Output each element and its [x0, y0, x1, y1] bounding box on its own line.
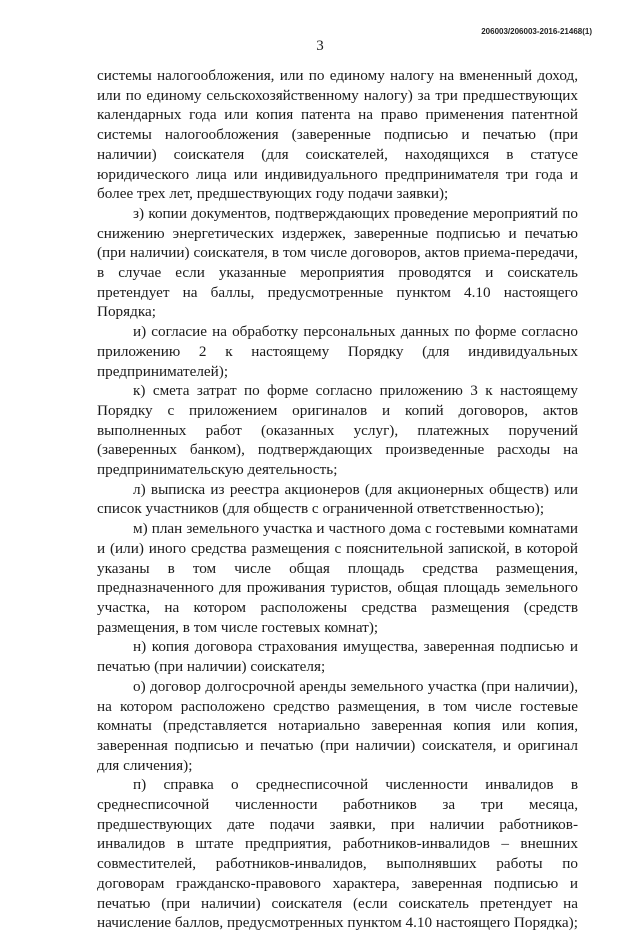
- paragraph-item-z: з) копии документов, подтверждающих проведение мероприятий по снижению энергетических издержек, заверенные подписью и печатью (при наличии) соискателя, в том числе договоров, актов приема-передачи, в случае если указанные мероприятия проводятся и соискатель претендует на баллы, предусмотренные пунктом 4.10 настоящего Порядка;: [97, 204, 578, 321]
- paragraph-item-p: п) справка о среднесписочной численности инвалидов в среднесписочной численности работников за три месяца, предшествующих дате подачи заявки, при наличии работников-инвалидов в штате предприятия, работников-инвалидов – внешних совместителей, работников-инвалидов, выполнявших работы по договорам гражданско-правового характера, заверенная подписью и печатью (при наличии) соискателя (если соискатель претендует на начисление баллов, предусмотренных пунктом 4.10 настоящего Порядка);: [97, 776, 578, 932]
- paragraph-continuation: системы налогообложения, или по единому налогу на вмененный доход, или по единому сельскохозяйственному налогу) за три предшествующих календарных года или копия патента на право применения патентной системы налогообложения (заверенные подписью и печатью (при наличии) соискателя (для соискателей, находящихся в статусе юридического лица или индивидуального предпринимателя три года и более трех лет, предшествующих году подачи заявки);: [97, 67, 578, 203]
- paragraph-item-m: м) план земельного участка и частного дома с гостевыми комнатами и (или) иного средства размещения с пояснительной запиской, в которой указаны в том числе общая площадь средства размещения, предназначенного для проживания туристов, общая площадь земельного участка, на котором расположены средства размещения (средств размещения, в том числе гостевых комнат);: [97, 520, 578, 636]
- paragraph-item-l: л) выписка из реестра акционеров (для акционерных обществ) или список участников (для обществ с ограниченной ответственностью);: [97, 480, 578, 518]
- document-body: [97, 66, 578, 933]
- document-code: 206003/206003-2016-21468(1): [481, 27, 592, 36]
- paragraph-item-n: н) копия договора страхования имущества, заверенная подписью и печатью (при наличии) соискателя;: [97, 638, 578, 676]
- paragraph-item-k: к) смета затрат по форме согласно приложению 3 к настоящему Порядку с приложением оригиналов и копий договоров, актов выполненных работ (оказанных услуг), платежных поручений (заверенных банком), подтверждающих произведенные расходы на предпринимательскую деятельность;: [97, 382, 578, 479]
- paragraph-item-o: о) договор долгосрочной аренды земельного участка (при наличии), на котором расположено средство размещения, в том числе гостевые комнаты (представляется нотариально заверенная копия или копия, заверенная подписью и печатью (при наличии) соискателя, и оригинал для сличения);: [97, 677, 578, 774]
- page-number: 3: [316, 38, 324, 54]
- paragraph-item-i: и) согласие на обработку персональных данных по форме согласно приложению 2 к настоящему Порядку (для индивидуальных предпринимателей);: [97, 323, 578, 380]
